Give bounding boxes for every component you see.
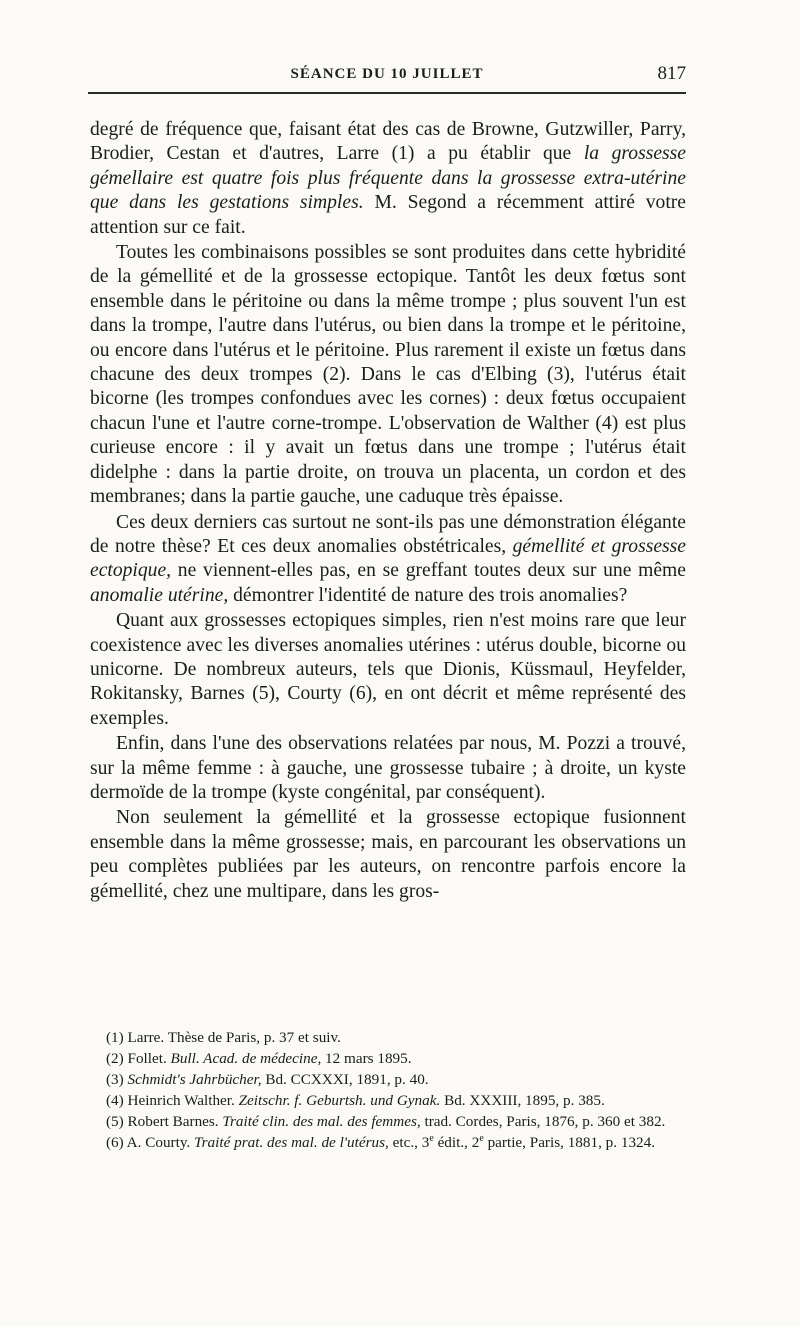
- footnote-3: [90, 1069, 686, 1090]
- text-run: partie, Paris, 1881, p. 1324.: [483, 1134, 656, 1151]
- text-run: (5) Robert Barnes.: [106, 1113, 223, 1130]
- text-run: (4) Heinrich Walther.: [106, 1092, 239, 1109]
- text-run: Bd. CCXXXI, 1891, p. 40.: [261, 1071, 429, 1088]
- italic-run: Traité clin. des mal. des femmes,: [222, 1113, 421, 1130]
- text-run: édit., 2: [433, 1134, 480, 1151]
- paragraph-6: Non seulement la gémellité et la grossesse ectopique fusionnent ensemble dans la même grossesse; mais, en parcourant les observations un peu complètes publiées par les auteurs, on rencontre parfois encore la gémellité, chez une multipare, dans les gros-: [90, 807, 686, 902]
- paragraph-3: [90, 511, 686, 609]
- paragraph-2: Toutes les combinaisons possibles se sont produites dans cette hybridité de la gémellité et de la grossesse ectopique. Tantôt les deux fœtus sont ensemble dans le péritoine ou dans la même trompe ; plus souvent l'un est dans la trompe, l'autre dans l'utérus, ou bien dans la trompe et le péritoine, ou encore dans l'utérus et le péritoine. Plus rarement il existe un fœtus dans chacune des deux trompes (2). Dans le cas d'Elbing (3), l'utérus était bicorne (les trompes confondues avec les cornes) : deux fœtus occupaient chacun l'une et l'autre corne-trompe. L'observation de Walther (4) est plus curieuse encore : il y avait un fœtus dans une trompe ; l'utérus était didelphe : dans la partie droite, on trouva un placenta, un cordon et des membranes; dans la partie gauche, une caduque très épaisse.: [90, 242, 686, 508]
- text-run: degré de fréquence que, faisant état des cas de Browne, Gutzwiller, Parry, Brodier, Cestan et d'autres, Larre (1) a pu établir que: [90, 119, 686, 165]
- footnote-1: (1) Larre. Thèse de Paris, p. 37 et suiv.: [106, 1029, 341, 1046]
- italic-run: gémellité et grossesse ectopique,: [90, 535, 686, 582]
- italic-run: anomalie utérine,: [90, 584, 229, 606]
- body-text: [90, 118, 686, 904]
- text-run: (3): [106, 1071, 128, 1088]
- footnote-5: [90, 1111, 686, 1132]
- italic-run: Zeitschr. f. Geburtsh. und Gynak.: [238, 1092, 441, 1109]
- text-run: démontrer l'identité de nature des trois anomalies?: [228, 584, 628, 606]
- text-run: etc., 3: [388, 1134, 430, 1151]
- page-number: 817: [657, 63, 686, 84]
- text-run: (2) Follet.: [106, 1050, 171, 1067]
- paragraph-1: [90, 118, 686, 240]
- text-run: 12 mars 1895.: [321, 1050, 412, 1067]
- text-run: (6) A. Courty.: [106, 1134, 195, 1151]
- footnotes: [90, 1027, 686, 1153]
- footnote-2: [90, 1048, 686, 1069]
- page-header: [88, 63, 686, 94]
- text-run: Bd. XXXIII, 1895, p. 385.: [440, 1092, 605, 1109]
- italic-run: Traité prat. des mal. de l'utérus,: [194, 1134, 389, 1151]
- footnote-6: [90, 1132, 686, 1153]
- text-run: M. Segond a récemment attiré votre attention sur ce fait.: [90, 192, 686, 238]
- paragraph-5: Enfin, dans l'une des observations relatées par nous, M. Pozzi a trouvé, sur la même femme : à gauche, une grossesse tubaire ; à droite, un kyste dermoïde de la trompe (kyste congénital, par conséquent).: [90, 733, 686, 803]
- italic-run: Bull. Acad. de médecine,: [170, 1050, 322, 1067]
- text-run: Ces deux derniers cas surtout ne sont-ils pas une démonstration élégante de notre thèse? Et ces deux anomalies obstétricales,: [90, 511, 686, 557]
- text-run: ne viennent-elles pas, en se greffant toutes deux sur une même: [171, 560, 686, 582]
- italic-run: Schmidt's Jahrbücher,: [127, 1071, 262, 1088]
- superscript: e: [479, 1132, 484, 1144]
- paragraph-4: Quant aux grossesses ectopiques simples, rien n'est moins rare que leur coexistence avec les diverses anomalies utérines : utérus double, bicorne ou unicorne. De nombreux auteurs, tels que Dionis, Küssmaul, Heyfelder, Rokitansky, Barnes (5), Courty (6), en ont décrit et même représenté des exemples.: [90, 610, 686, 729]
- running-head: SÉANCE DU 10 JUILLET: [290, 66, 484, 82]
- superscript: e: [429, 1132, 434, 1144]
- italic-run: la grossesse gémellaire est quatre fois plus fréquente dans la grossesse extra-utérine que dans les gestations simples.: [90, 143, 686, 214]
- footnote-4: [90, 1090, 686, 1111]
- text-run: trad. Cordes, Paris, 1876, p. 360 et 382.: [420, 1113, 666, 1130]
